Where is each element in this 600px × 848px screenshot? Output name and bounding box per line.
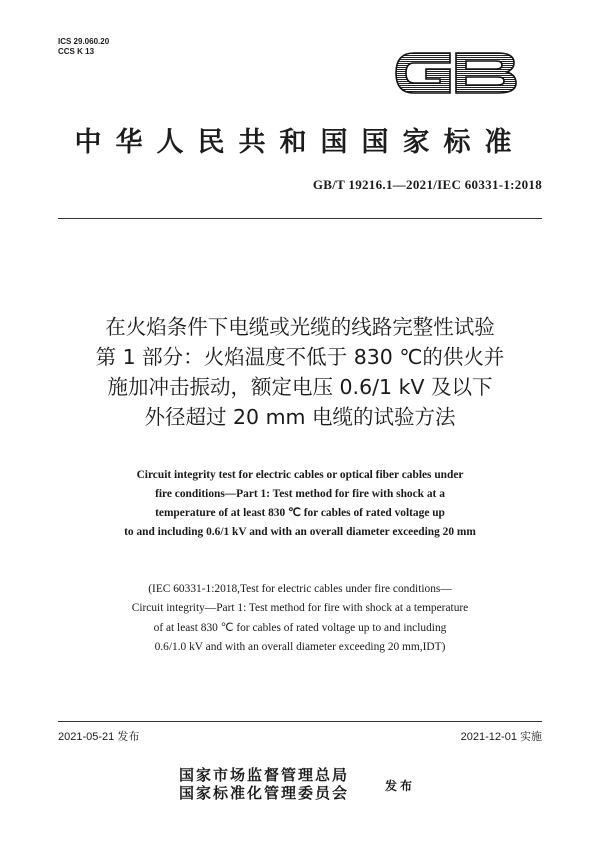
chinese-title-line: 外径超过 20 mm 电缆的试验方法 [144, 405, 456, 429]
implement-date: 2021-12-01 实施 [460, 731, 542, 743]
adoption-line: 0.6/1.0 kV and with an overall diameter exceeding 20 mm,IDT) [154, 640, 446, 653]
adoption-line: (IEC 60331-1:2018,Test for electric cables under fire conditions— [148, 583, 452, 595]
adoption-line: of at least 830 ℃ for cables of rated voltage up to and including [153, 621, 447, 634]
english-title-line: temperature of at least 830 ℃ for cables of rated voltage up [155, 507, 445, 519]
issuer-sac: 国家标准化管理委员会 [179, 784, 350, 802]
chinese-title-line: 第 1 部分：火焰温度不低于 830 ℃的供火并 [95, 345, 505, 369]
adoption-line: Circuit integrity—Part 1: Test method for fire with shock at a temperature [131, 602, 469, 615]
issuer-samr: 国家市场监督管理总局 [179, 766, 350, 784]
standard-number: GB/T 19216.1—2021/IEC 60331-1:2018 [312, 177, 542, 192]
adoption-note [0, 580, 600, 657]
ccs-code: CCS K 13 [58, 47, 95, 56]
english-title-line: Circuit integrity test for electric cables or optical fiber cables under [136, 469, 464, 481]
gb-logo [392, 47, 520, 99]
issuing-authorities [179, 766, 349, 802]
english-title-line: to and including 0.6/1 kV and with an overall diameter exceeding 20 mm [124, 526, 476, 538]
national-standard-title: 中华人民共和国国家标准 [74, 127, 526, 158]
top-divider [58, 218, 542, 219]
chinese-title [0, 312, 600, 432]
english-title [0, 466, 600, 542]
english-title-line: fire conditions—Part 1: Test method for fire with shock at a [155, 488, 445, 500]
issue-label: 发布 [385, 779, 416, 793]
classification-codes [58, 37, 109, 57]
chinese-title-line: 施加冲击振动，额定电压 0.6/1 kV 及以下 [107, 375, 493, 399]
chinese-title-line: 在火焰条件下电缆或光缆的线路完整性试验 [105, 315, 495, 339]
publish-date: 2021-05-21 发布 [58, 731, 140, 743]
bottom-divider [58, 721, 542, 722]
ics-code: ICS 29.060.20 [58, 37, 110, 46]
